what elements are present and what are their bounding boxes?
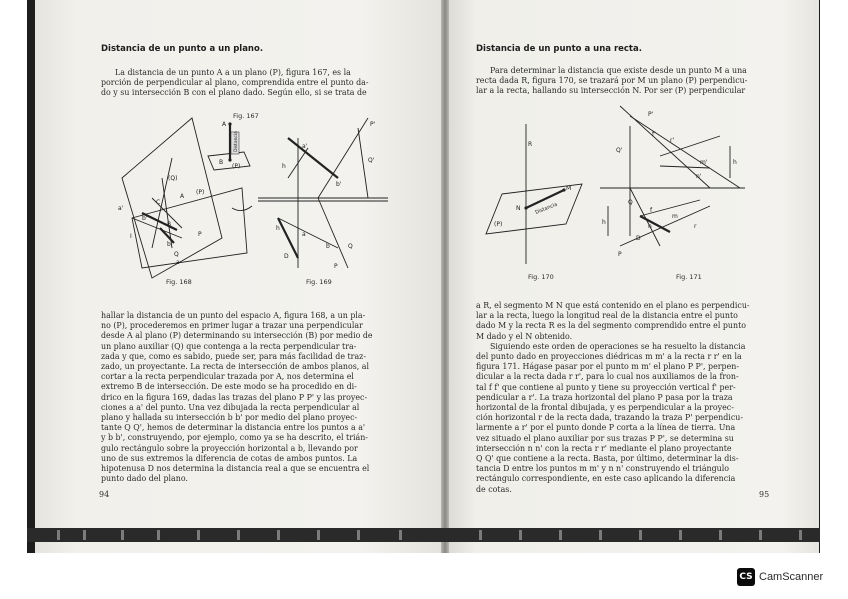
text-line: ción horizontal r de la recta dada, trazando la traza P' perpendicu-	[476, 413, 744, 423]
fig171-label-h-lower: h	[602, 219, 606, 226]
fig168-label-P: P	[198, 231, 202, 238]
fig169-label-h-upper: h	[282, 163, 286, 170]
text-line: porción de perpendicular al plano, comprendida entre el punto da-	[101, 78, 369, 88]
figure-169	[258, 118, 398, 278]
fig168-label-P-plane: (P)	[196, 189, 205, 196]
text-line: pendicular a r'. La traza horizontal del plano P pasa por la traza	[476, 392, 733, 402]
fig168-label-b-prime: b'	[142, 215, 148, 222]
fig170-label-R: R	[528, 141, 533, 148]
text-line: intersección n n' con la recta r r' mediante el plano proyectante	[476, 443, 732, 453]
text-line: a R, el segmento M N que está contenido en el plano es perpendicu-	[476, 301, 750, 310]
fig171-caption: Fig. 171	[676, 273, 702, 281]
text-line: dado M y la recta R es la del segmento comprendido entre el punto	[476, 321, 747, 331]
fig169-label-b: b	[326, 243, 330, 250]
text-line: larmente a r' por el punto donde P corta a la línea de tierra. Una	[476, 423, 736, 433]
fig169-label-h-lower: h	[276, 225, 280, 232]
fig168-label-Q-plane: (Q)	[168, 175, 178, 182]
fig168-label-b: b	[167, 241, 171, 248]
camscanner-brand-name: CamScanner	[759, 571, 824, 583]
fig168-label-A: A	[180, 193, 185, 200]
text-line: dicular a la recta dada r r', para lo cual nos auxiliamos de la fron-	[476, 372, 739, 382]
text-line: punto dado del plano.	[101, 474, 188, 484]
text-line: del punto dado en proyecciones diédricas m m' a la recta r r' en la	[476, 352, 742, 362]
fig169-label-b-prime: b'	[336, 181, 342, 188]
bottom-edge-strip	[27, 528, 820, 542]
fig171-label-n-prime: n'	[696, 173, 702, 180]
text-line: lar a la recta, luego la longitud real de la distancia entre el punto	[476, 311, 738, 321]
body-paragraph-right	[476, 301, 768, 495]
text-line: drico en la figura 169, dadas las trazas del plano P P' y las proyec-	[101, 392, 368, 402]
text-line: La distancia de un punto A a un plano (P), figura 167, es la	[115, 68, 351, 77]
body-paragraph-left	[101, 311, 395, 484]
text-line: Para determinar la distancia que existe desde un punto M a una	[490, 66, 747, 75]
fig170-label-N: N	[516, 205, 521, 212]
fig168-label-B: B	[167, 221, 172, 228]
section-title-right: Distancia de un punto a una recta.	[476, 44, 642, 54]
text-line: cortar a la recta perpendicular trazada por A, nos determina el	[101, 372, 354, 382]
book-gutter	[441, 0, 449, 553]
text-line: plano y hallada su intersección b b' por medio del plano proyec-	[101, 413, 358, 423]
intro-paragraph-right	[476, 66, 768, 97]
fig171-label-f-prime: f'	[652, 131, 656, 138]
text-line: gulo rectángulo sobre la proyección horizontal a b, llevando por	[101, 443, 358, 453]
fig171-label-f: f	[650, 207, 653, 214]
fig171-label-P: P	[618, 251, 622, 258]
text-line: Siguiendo este orden de operaciones se ha resuelto la distancia	[490, 341, 746, 351]
fig171-label-m-prime: m'	[700, 159, 708, 166]
fig171-label-Q: Q	[628, 199, 633, 206]
fig168-label-a-prime: a'	[118, 205, 124, 212]
fig168-label-C: C	[156, 199, 161, 206]
fig167-caption: Fig. 167	[233, 112, 259, 120]
text-line: ciones a a' del punto. Una vez dibujada la recta perpendicular al	[101, 402, 360, 412]
fig170-label-P: (P)	[494, 221, 503, 228]
text-line: M dado y el N obtenido.	[476, 331, 573, 341]
fig167-label-P: (P)	[232, 163, 241, 170]
figure-170	[482, 124, 592, 264]
fig171-label-n: n	[648, 223, 652, 230]
text-line: zada y que, como es sabido, puede ser, para más facilidad de traz-	[101, 351, 366, 361]
fig167-label-B: B	[219, 159, 224, 166]
text-line: de cotas.	[476, 484, 512, 494]
text-line: tancia D entre los puntos m m' y n n' construyendo el triángulo	[476, 464, 730, 474]
text-line: un plano auxiliar (Q) que contenga a la recta perpendicular tra-	[101, 341, 357, 351]
fig170-label-distance: Distancia	[534, 201, 559, 216]
fig169-label-P-prime: P'	[370, 121, 376, 128]
fig171-label-r: r	[694, 223, 697, 230]
text-line: uno de sus extremos la diferencia de cotas de ambos puntos. La	[101, 453, 358, 463]
text-line: recta dada R, figura 170, se trazará por M un plano (P) perpendicu-	[476, 76, 748, 86]
fig167-label-A: A	[222, 121, 227, 128]
fig169-label-Q-prime: Q'	[368, 157, 375, 164]
fig169-label-D: D	[284, 253, 289, 260]
fig168-label-a: a	[176, 259, 180, 266]
fig171-label-D: D	[636, 235, 641, 242]
text-line: extremo B de intersección. De este modo se ha procedido en di-	[101, 382, 357, 392]
fig170-label-M: M	[566, 185, 572, 192]
text-line: Q Q' que contiene a la recta. Basta, por último, determinar la dis-	[476, 454, 739, 464]
text-line: tante Q Q', hemos de determinar la distancia entre los puntos a a'	[101, 423, 366, 433]
fig169-label-a: a	[302, 231, 306, 238]
fig168-caption: Fig. 168	[166, 278, 192, 286]
figure-171	[600, 106, 750, 270]
page-number-right: 95	[759, 490, 770, 499]
text-line: no (P), procederemos en primer lugar a trazar una perpendicular	[101, 321, 363, 331]
fig171-label-m: m	[672, 213, 678, 220]
text-line: hallar la distancia de un punto del espacio A, figura 168, a un pla-	[101, 311, 366, 320]
page-number-left: 94	[99, 490, 110, 499]
text-line: tal f f' que contiene al punto y tiene su proyección vertical f' per-	[476, 382, 736, 392]
text-line: desde A al plano (P) determinando su intersección (B) por medio de	[101, 331, 373, 341]
fig167-label-distance: Distancia	[234, 131, 239, 152]
fig169-caption: Fig. 169	[306, 278, 332, 286]
section-title-left: Distancia de un punto a un plano.	[101, 44, 264, 54]
fig171-label-r-prime: r'	[670, 137, 675, 144]
figure-168	[112, 118, 252, 278]
text-line: y b b', construyendo, por ejemplo, como ya se ha descrito, el trián-	[101, 433, 368, 443]
fig168-label-I: I	[130, 233, 132, 240]
fig169-label-Q: Q	[348, 243, 353, 250]
camscanner-watermark	[737, 568, 823, 586]
fig171-label-P-prime: P'	[648, 111, 654, 118]
fig171-label-h-upper: h	[733, 159, 737, 166]
text-line: zado, un proyectante. La recta de intersección de ambos planos, al	[101, 362, 370, 372]
text-line: rectángulo correspondiente, en este caso aplicando la diferencia	[476, 474, 736, 484]
fig168-label-Q: Q	[174, 251, 179, 258]
text-line: do y su intersección B con el plano dado. Según ello, si se trata de	[101, 88, 367, 98]
camscanner-logo-icon: CS	[737, 568, 755, 586]
fig169-label-a-prime: a'	[302, 143, 308, 150]
text-line: hipotenusa D nos determina la distancia real a que se encuentra el	[101, 464, 370, 474]
text-line: vez situado el plano auxiliar por sus trazas P P', se determina su	[476, 433, 734, 443]
text-line: lar a la recta, hallando su intersección N. Por ser (P) perpendicular	[476, 86, 746, 96]
intro-paragraph-left	[101, 68, 395, 99]
fig171-label-Q-prime: Q'	[616, 147, 623, 154]
fig170-caption: Fig. 170	[528, 273, 554, 281]
text-line: figura 171. Hágase pasar por el punto m m' el plano P P', perpen-	[476, 362, 739, 372]
text-line: horizontal de la frontal dibujada, y es perpendicular a la proyec-	[476, 403, 734, 413]
fig169-label-P: P	[334, 263, 338, 270]
